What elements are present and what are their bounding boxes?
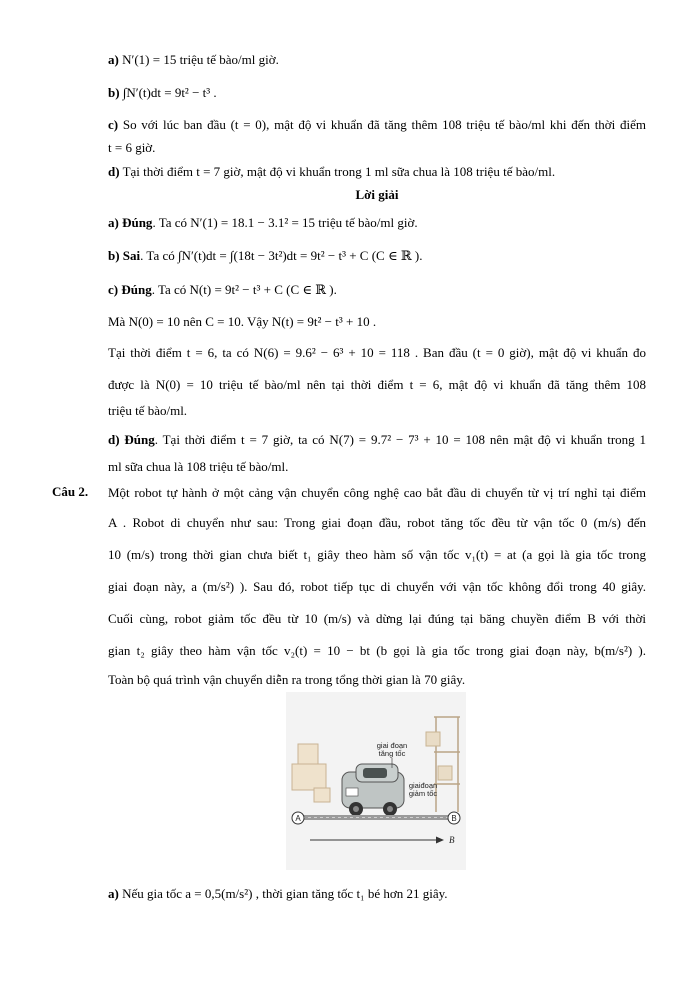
solution-c-line2: Mà N(0) = 10 nên C = 10. Vậy N(t) = 9t² − t³ + 10 . bbox=[108, 314, 377, 329]
robot-figure bbox=[286, 692, 466, 870]
arrow-head bbox=[436, 837, 444, 844]
solution-c-line4: được là N(0) = 10 triệu tế bào/ml nên tại thời điểm t = 6, mật độ vi khuẩn đã tăng thêm 108 bbox=[108, 377, 646, 392]
solution-c-line3: Tại thời điểm t = 6, ta có N(6) = 9.6² − 6³ + 10 = 118 . Ban đầu (t = 0 giờ), mật độ vi khuẩn đo bbox=[108, 345, 646, 360]
solution-c: c) Đúng. Ta có N(t) = 9t² − t³ + C (C ∈ ℝ ). bbox=[108, 282, 337, 297]
box-stack-1 bbox=[298, 744, 318, 764]
q2-line-7: Toàn bộ quá trình vận chuyển diễn ra trong tổng thời gian là 70 giây. bbox=[108, 672, 466, 687]
decel-label-2: giảm tốc bbox=[408, 789, 438, 798]
solution-d-line2: ml sữa chua là 108 triệu tế bào/ml. bbox=[108, 459, 289, 474]
q2-line-2: A . Robot di chuyển như sau: Trong giai đoạn đầu, robot tăng tốc đều từ vận tốc 0 (m/s) đến bbox=[108, 515, 646, 530]
shelf-box-top bbox=[426, 732, 440, 746]
shelf-box-mid bbox=[438, 766, 452, 780]
q2-line-1: Một robot tự hành ở một cảng vận chuyển công nghệ cao bắt đầu di chuyển từ vị trí nghỉ tại điểm bbox=[108, 485, 646, 500]
robot-illustration bbox=[286, 692, 466, 870]
solution-d: d) Đúng. Tại thời điểm t = 7 giờ, ta có N(7) = 9.7² − 7³ + 10 = 108 nên mật độ vi khuẩn trong 1 bbox=[108, 432, 646, 447]
accel-label-1: giai đoạn bbox=[376, 741, 408, 750]
box-stack-3 bbox=[314, 788, 330, 802]
statement-c-cont: t = 6 giờ. bbox=[108, 140, 156, 155]
solution-b: b) Sai. Ta có ∫N′(t)dt = ∫(18t − 3t²)dt = 9t² − t³ + C (C ∈ ℝ ). bbox=[108, 248, 423, 263]
q2-line-3: 10 (m/s) trong thời gian chưa biết t₁ giây theo hàm số vận tốc v₁(t) = at (a gọi là gia tốc trong bbox=[108, 547, 646, 562]
solution-a: a) Đúng. Ta có N′(1) = 18.1 − 3.1² = 15 triệu tế bào/ml giờ. bbox=[108, 215, 418, 230]
accel-label-2: tăng tốc bbox=[378, 749, 406, 758]
solution-c-line5: triệu tế bào/ml. bbox=[108, 403, 188, 418]
box-stack-2 bbox=[292, 764, 326, 790]
statement-a: a) N′(1) = 15 triệu tế bào/ml giờ. bbox=[108, 52, 279, 67]
q2-line-4: giai đoạn này, a (m/s²) ). Sau đó, robot tiếp tục di chuyển với vận tốc không đổi trong 40 giây. bbox=[108, 579, 646, 594]
q2-line-6: gian t₂ giây theo hàm vận tốc v₂(t) = 10 − bt (b gọi là gia tốc trong giai đoạn này, b(m/s²) ). bbox=[108, 643, 646, 658]
statement-c: c) So với lúc ban đầu (t = 0), mật độ vi khuẩn đã tăng thêm 108 triệu tế bào/ml khi đến thời điểm bbox=[108, 117, 647, 132]
q2-line-5: Cuối cùng, robot giảm tốc đều từ 10 (m/s) và dừng lại đúng tại băng chuyền điểm B với thời bbox=[108, 611, 646, 626]
q2-statement-a: a) Nếu gia tốc a = 0,5(m/s²) , thời gian tăng tốc t₁ bé hơn 21 giây. bbox=[108, 886, 448, 901]
point-a-label: A bbox=[295, 814, 301, 823]
decel-label-1: giaiđoạn bbox=[408, 781, 438, 790]
question-label: Câu 2. bbox=[52, 484, 89, 499]
robot bbox=[342, 764, 404, 816]
statement-b: b) ∫N′(t)dt = 9t² − t³ . bbox=[108, 85, 217, 100]
solution-title: Lời giải bbox=[355, 187, 399, 202]
shelf bbox=[434, 717, 460, 812]
point-b-label: B bbox=[451, 814, 457, 823]
arrow-label: B bbox=[449, 835, 455, 845]
statement-d: d) Tại thời điểm t = 7 giờ, mật độ vi khuẩn trong 1 ml sữa chua là 108 triệu tế bào/ml. bbox=[108, 164, 556, 179]
